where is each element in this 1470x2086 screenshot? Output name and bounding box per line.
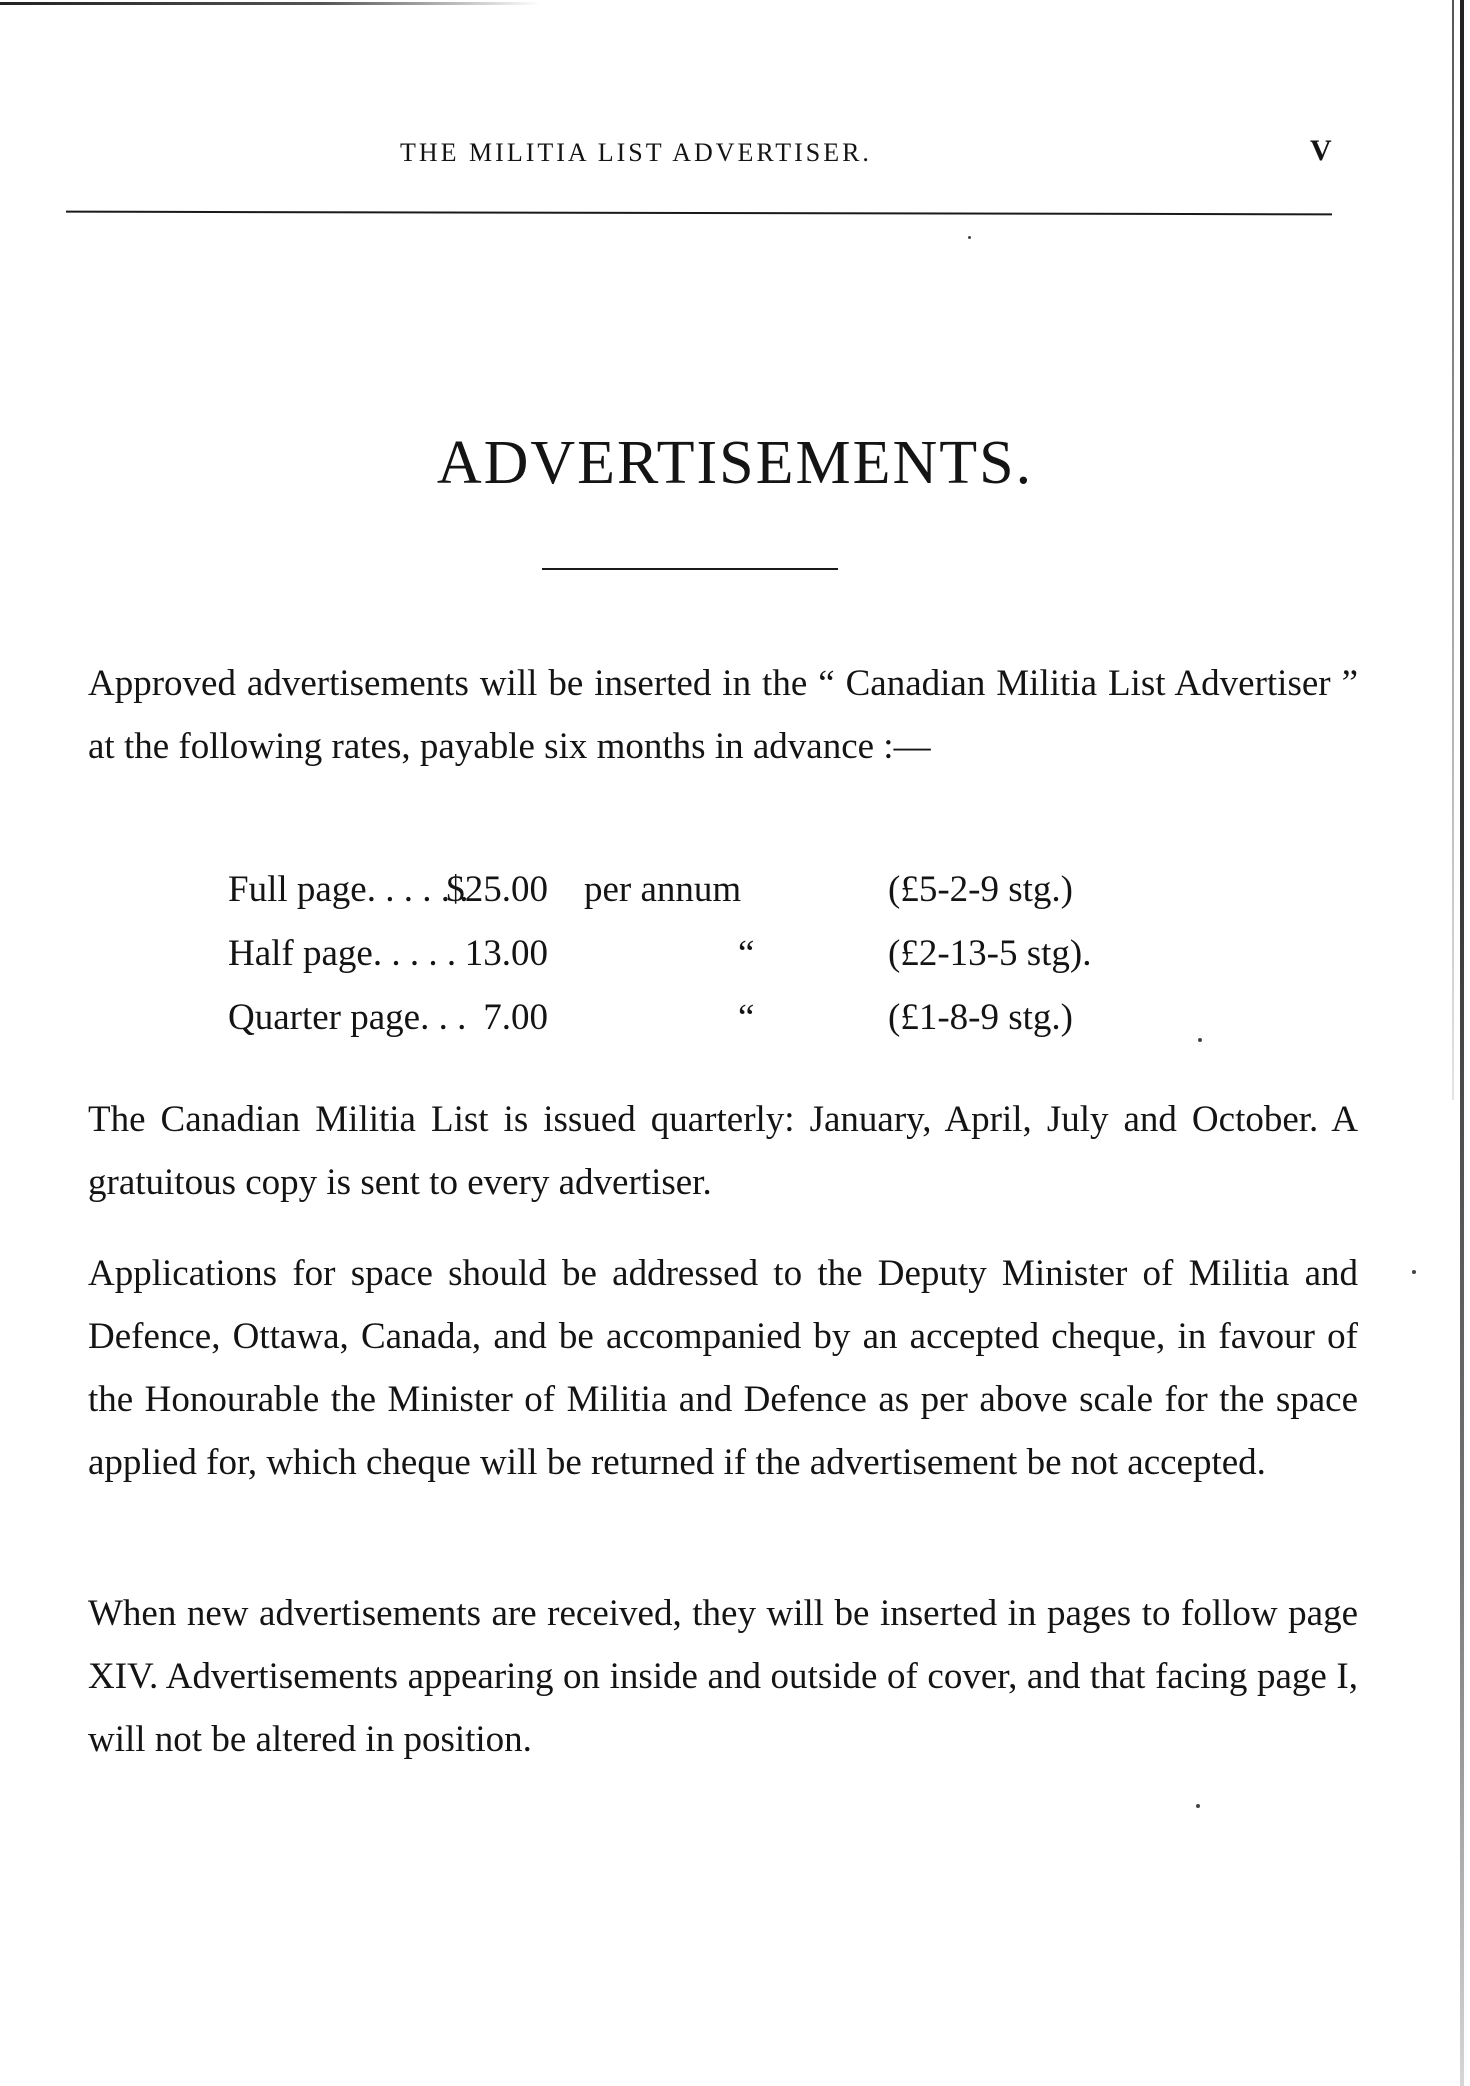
running-head-title: THE MILITIA LIST ADVERTISER.	[400, 138, 872, 167]
new-advertisements-paragraph: When new advertisements are received, they will be inserted in pages to follow page XIV. Advertisements appearing on inside and outside of cover, and that facing page I, will not be altered in position.	[88, 1593, 1358, 1760]
rate-price-value: $25.00	[446, 869, 548, 910]
rate-sterling: (£2-13-5 stg).	[888, 933, 1092, 974]
rate-label: Half page. . . . .	[228, 933, 457, 974]
rate-label: Full page. . . . . .	[228, 869, 469, 910]
rate-price-value: 13.00	[464, 933, 548, 974]
intro-paragraph: Approved advertisements will be inserted in the “ Canadian Militia List Advertiser ” at the following rates, payable six months in advance :—	[88, 663, 1358, 767]
page-title: ADVERTISEMENTS.	[436, 429, 1034, 497]
issue-paragraph: The Canadian Militia List is issued quarterly: January, April, July and October. A gratuitous copy is sent to every advertiser.	[88, 1099, 1358, 1203]
running-head	[0, 134, 1470, 178]
header-rule	[66, 211, 1332, 216]
page-number: V	[1310, 134, 1332, 167]
rate-unit-ditto: “	[738, 933, 755, 974]
rate-row-full-page	[228, 868, 1228, 932]
applications-paragraph: Applications for space should be addressed to the Deputy Minister of Militia and Defence, Ottawa, Canada, and be accompanied by an accepted cheque, in favour of the Honourable the Minister of Militia and Defence as per above scale for the space applied for, which cheque will be returned if the advertisement be not accepted.	[88, 1253, 1358, 1483]
scan-speck	[1412, 1270, 1416, 1274]
rate-price-value: 7.00	[483, 997, 548, 1038]
rate-row-half-page	[228, 932, 1228, 996]
rate-unit: per annum	[584, 869, 742, 910]
scan-speck	[968, 236, 971, 239]
title-rule	[542, 568, 838, 570]
scan-speck	[1198, 1038, 1202, 1042]
rate-label: Quarter page. . .	[228, 997, 467, 1038]
rate-table	[228, 868, 1228, 1060]
scan-edge-top	[0, 2, 540, 5]
rate-unit-ditto: “	[738, 997, 755, 1038]
rate-sterling: (£1-8-9 stg.)	[888, 997, 1073, 1038]
rate-row-quarter-page	[228, 996, 1228, 1060]
rate-sterling: (£5-2-9 stg.)	[888, 869, 1073, 910]
scan-edge-right	[1460, 0, 1464, 2086]
scan-speck	[1196, 1804, 1200, 1808]
